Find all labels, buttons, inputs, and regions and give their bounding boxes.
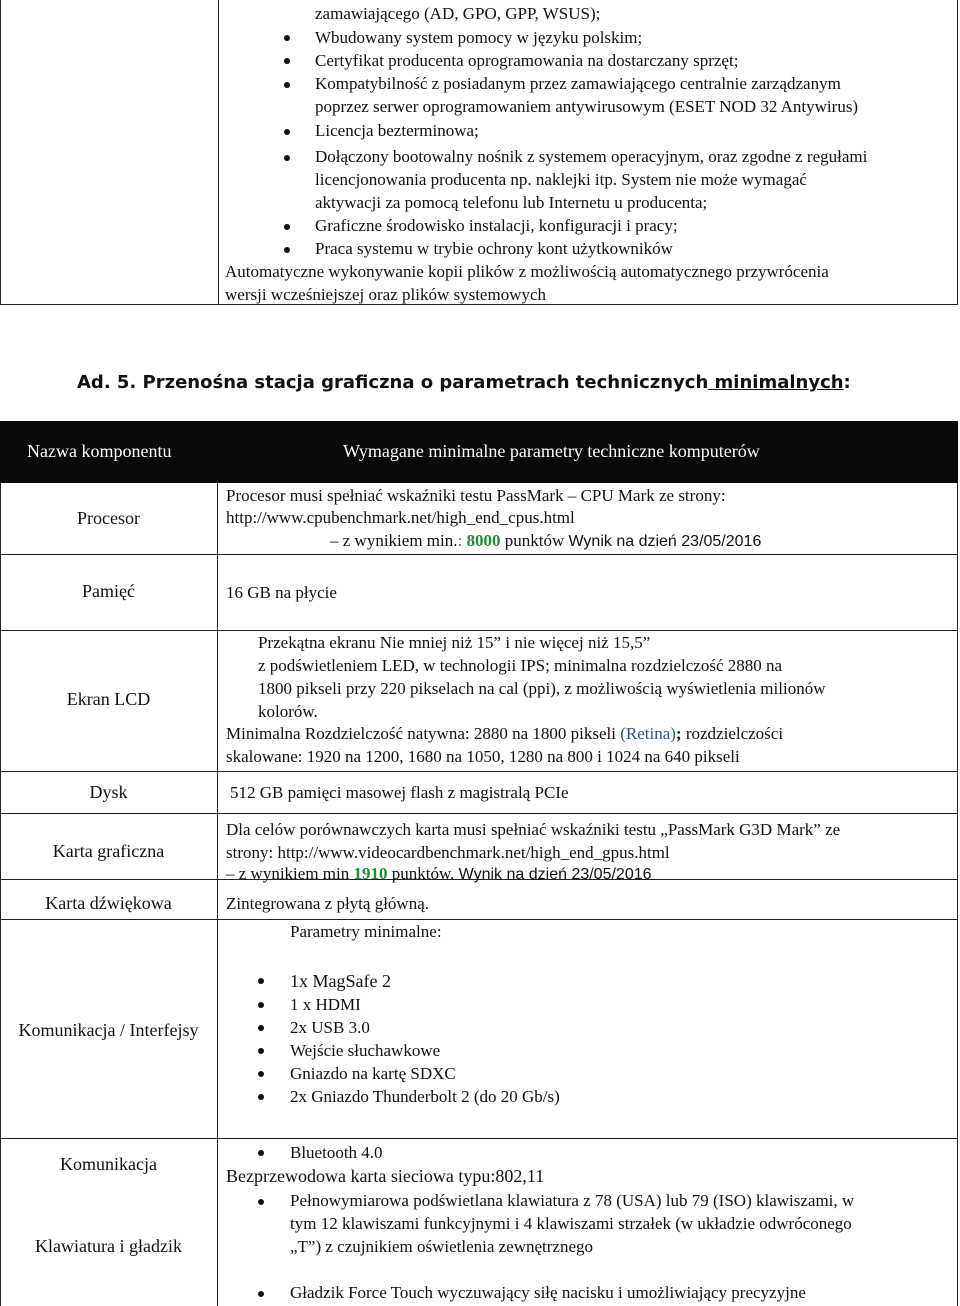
interface-item: Gniazdo na kartę SDXC <box>290 1064 456 1083</box>
bullet-icon <box>284 58 290 64</box>
procesor-line: Procesor musi spełniać wskaźniki testu PassMark – CPU Mark ze strony: <box>226 486 726 505</box>
label-ekran: Ekran LCD <box>66 689 151 709</box>
list-item: Certyfikat producenta oprogramowania na dostarczany sprzęt; <box>315 51 739 70</box>
gpu-score-prefix: – z wynikiem min <box>226 864 354 883</box>
interface-item: 2x USB 3.0 <box>290 1018 370 1037</box>
bullet-icon <box>258 1071 264 1077</box>
gpu-score-line <box>226 863 652 886</box>
bullet-icon <box>284 247 290 253</box>
list-item-continuation: poprzez serwer oprogramowaniem antywirusowym (ESET NOD 32 Antywirus) <box>315 97 859 116</box>
bullet-icon <box>284 155 290 161</box>
label-komunikacja: Komunikacja <box>60 1154 157 1174</box>
text-line: Automatyczne wykonywanie kopii plików z możliwością automatycznego przywrócenia <box>225 262 829 281</box>
interface-item: Wejście słuchawkowe <box>290 1041 441 1060</box>
procesor-score-value: 8000 <box>466 531 501 550</box>
procesor-score-prefix: – z wynikiem min. <box>330 531 458 550</box>
ekran-resolution-line <box>226 723 783 745</box>
header-component: Nazwa komponentu <box>27 441 172 461</box>
heading-suffix: : <box>843 372 851 393</box>
sound-value: Zintegrowana z płytą główną. <box>226 894 429 913</box>
interfaces-intro: Parametry minimalne: <box>290 922 442 941</box>
keyboard-line: Pełnowymiarowa podświetlana klawiatura z 78 (USA) lub 79 (ISO) klawiszami, w <box>290 1191 855 1210</box>
ekran-resolution-text: Minimalna Rozdzielczość natywna: 2880 na 1800 pikseli <box>226 724 621 743</box>
label-klawiatura: Klawiatura i gładzik <box>35 1236 182 1256</box>
text-line: zamawiającego (AD, GPO, GPP, WSUS); <box>315 4 601 23</box>
keyboard-line: tym 12 klawiszami funkcyjnymi i 4 klawiszami strzałek (w układzie odwróconego <box>290 1214 852 1233</box>
ekran-line: Przekątna ekranu Nie mniej niż 15” i nie więcej niż 15,5” <box>258 633 651 652</box>
bullet-icon <box>258 1048 264 1054</box>
row-divider <box>0 1138 958 1139</box>
ekran-resolution-suffix: rozdzielczości <box>681 724 784 743</box>
interface-item: 1x MagSafe 2 <box>290 971 391 991</box>
ekran-line: kolorów. <box>258 702 318 721</box>
label-procesor: Procesor <box>77 508 140 528</box>
list-item-continuation: aktywacji za pomocą telefonu lub Internetu u producenta; <box>315 193 708 212</box>
gpu-score-value: 1910 <box>353 864 388 883</box>
interface-item: 2x Gniazdo Thunderbolt 2 (do 20 Gb/s) <box>290 1087 560 1106</box>
text-line: wersji wcześniejszej oraz plików systemowych <box>225 285 547 304</box>
label-interfejsy: Komunikacja / Interfejsy <box>18 1020 199 1040</box>
header-parameters: Wymagane minimalne parametry techniczne komputerów <box>343 441 760 461</box>
label-karta-dzwiekowa: Karta dźwiękowa <box>45 893 172 913</box>
row-divider <box>0 813 958 814</box>
row-divider <box>0 630 958 631</box>
column-divider <box>217 483 218 1306</box>
dysk-value: 512 GB pamięci masowej flash z magistralą PCIe <box>230 783 569 802</box>
trackpad-line: Gładzik Force Touch wyczuwający siłę nacisku i umożliwiający precyzyjne <box>290 1283 806 1302</box>
column-divider <box>218 0 219 304</box>
previous-table-continuation <box>0 0 958 305</box>
list-item: Licencja bezterminowa; <box>315 121 479 140</box>
spec-table <box>0 421 958 1306</box>
ekran-semicolon: ; <box>675 724 682 743</box>
bullet-icon <box>284 129 290 135</box>
heading-text: Ad. 5. Przenośna stacja graficzna o parametrach technicznych <box>77 372 709 393</box>
row-divider <box>0 554 958 555</box>
bullet-icon <box>258 1002 264 1008</box>
procesor-url: http://www.cpubenchmark.net/high_end_cpus.html <box>226 508 575 527</box>
bullet-icon <box>258 978 264 984</box>
ekran-line: z podświetleniem LED, w technologii IPS; minimalna rozdzielczość 2880 na <box>258 656 783 675</box>
wifi-line: Bezprzewodowa karta sieciowa typu:802,11 <box>226 1166 545 1186</box>
bluetooth-item: Bluetooth 4.0 <box>290 1143 383 1162</box>
bullet-icon <box>284 224 290 230</box>
gpu-score-date: Wynik na dzień 23/05/2016 <box>458 866 652 883</box>
table-border-right <box>957 483 958 1306</box>
keyboard-line: „T”) z czujnikiem oświetlenia zewnętrznego <box>290 1237 594 1256</box>
procesor-score-date: Wynik na dzień 23/05/2016 <box>568 533 762 550</box>
section-heading <box>77 372 851 393</box>
bullet-icon <box>284 35 290 41</box>
pamiec-value: 16 GB na płycie <box>226 583 337 602</box>
ekran-retina: (Retina) <box>620 724 676 743</box>
row-divider <box>0 771 958 772</box>
label-dysk: Dysk <box>89 782 128 802</box>
bullet-icon <box>258 1094 264 1100</box>
row-divider <box>0 919 958 920</box>
bullet-icon <box>284 82 290 88</box>
label-karta-graficzna: Karta graficzna <box>52 841 165 861</box>
list-item: Praca systemu w trybie ochrony kont użytkowników <box>315 239 673 258</box>
label-pamiec: Pamięć <box>82 581 135 601</box>
list-item: Wbudowany system pomocy w języku polskim; <box>315 28 643 47</box>
list-item-continuation: licencjonowania producenta np. naklejki itp. System nie może wymagać <box>315 170 807 189</box>
bullet-icon <box>258 1150 264 1156</box>
procesor-score-colon: : <box>457 531 467 550</box>
bullet-icon <box>258 1291 264 1297</box>
gpu-url: strony: http://www.videocardbenchmark.net/high_end_gpus.html <box>226 843 670 862</box>
bullet-icon <box>258 1199 264 1205</box>
gpu-line: Dla celów porównawczych karta musi spełniać wskaźniki testu „PassMark G3D Mark” ze <box>226 820 841 839</box>
procesor-score-unit: punktów <box>500 531 569 550</box>
gpu-score-unit: punktów. <box>387 864 459 883</box>
list-item: Graficzne środowisko instalacji, konfiguracji i pracy; <box>315 216 678 235</box>
interface-item: 1 x HDMI <box>290 995 361 1014</box>
bullet-icon <box>258 1025 264 1031</box>
ekran-line: skalowane: 1920 na 1200, 1680 na 1050, 1280 na 800 i 1024 na 640 pikseli <box>226 747 740 766</box>
procesor-score-line <box>330 530 761 553</box>
list-item: Dołączony bootowalny nośnik z systemem operacyjnym, oraz zgodne z regułami <box>315 147 868 166</box>
heading-underlined: minimalnych <box>708 372 844 393</box>
list-item: Kompatybilność z posiadanym przez zamawiającego centralnie zarządzanym <box>315 74 841 93</box>
ekran-line: 1800 pikseli przy 220 pikselach na cal (ppi), z możliwością wyświetlenia milionów <box>258 679 826 698</box>
table-header <box>0 421 958 483</box>
